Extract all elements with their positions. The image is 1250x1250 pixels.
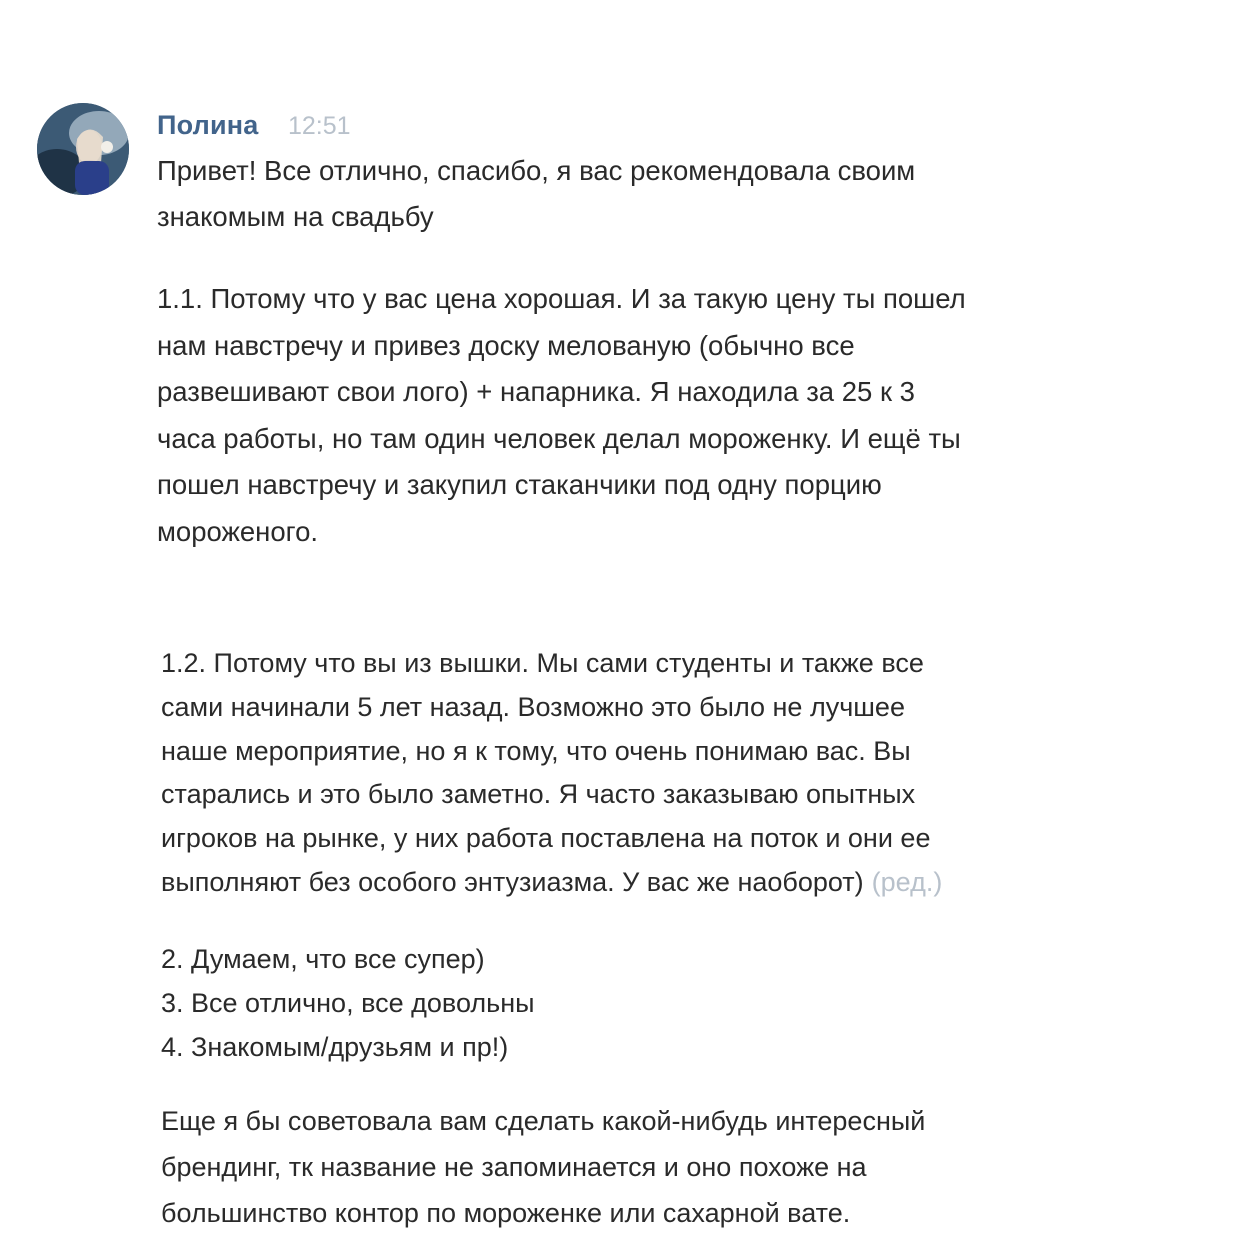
author-name[interactable]: Полина (157, 110, 259, 140)
text-line: Привет! Все отлично, спасибо, я вас рекомендовала своим (157, 155, 916, 186)
message-time[interactable]: 12:51 (288, 112, 351, 140)
point-1-1-paragraph (157, 276, 966, 555)
greeting-paragraph (157, 148, 915, 240)
text-line-with-edit-mark (161, 861, 942, 905)
text-line: нам навстречу и привез доску мелованую (обычно все (157, 329, 855, 361)
text-line: старались и это было заметно. Я часто заказываю опытных (161, 779, 916, 810)
text-line: пошел навстречу и закупил стаканчики под одну порцию (157, 469, 882, 500)
text-line: 1.1. Потому что у вас цена хорошая. И за такую цену ты пошел (157, 283, 966, 314)
text-line: мороженого. (157, 515, 319, 547)
text-line: Еще я бы советовала вам сделать какой-нибудь интересный (161, 1106, 926, 1136)
text-line: 1.2. Потому что вы из вышки. Мы сами студенты и также все (161, 648, 924, 678)
text-line: часа работы, но там один человек делал мороженку. И ещё ты (157, 422, 961, 454)
advice-paragraph (161, 1098, 925, 1236)
text-fragment: выполняют без особого энтузиазма. У вас же наоборот) (161, 866, 864, 897)
avatar-photo (37, 103, 129, 195)
list-item: 4. Знакомым/друзьям и пр!) (161, 1032, 509, 1062)
text-line: игроков на рынке, у них работа поставлена на поток и они ее (161, 823, 931, 854)
list-item: 2. Думаем, что все супер) (161, 944, 485, 974)
edited-label[interactable]: (ред.) (871, 866, 943, 897)
answers-list (161, 937, 535, 1069)
text-line: большинство контор по мороженке или сахарной вате. (161, 1198, 851, 1228)
text-line: наше мероприятие, но я к тому, что очень понимаю вас. Вы (161, 735, 911, 766)
text-line: брендинг, тк название не запоминается и оно похоже на (161, 1152, 867, 1182)
text-line: развешивают свои лого) + напарника. Я находила за 25 к 3 (157, 376, 915, 407)
point-1-2-paragraph (161, 642, 942, 905)
text-line: знакомым на свадьбу (157, 201, 434, 232)
avatar[interactable] (37, 103, 129, 195)
text-line: сами начинали 5 лет назад. Возможно это было не лучшее (161, 691, 905, 722)
list-item: 3. Все отлично, все довольны (161, 988, 535, 1018)
